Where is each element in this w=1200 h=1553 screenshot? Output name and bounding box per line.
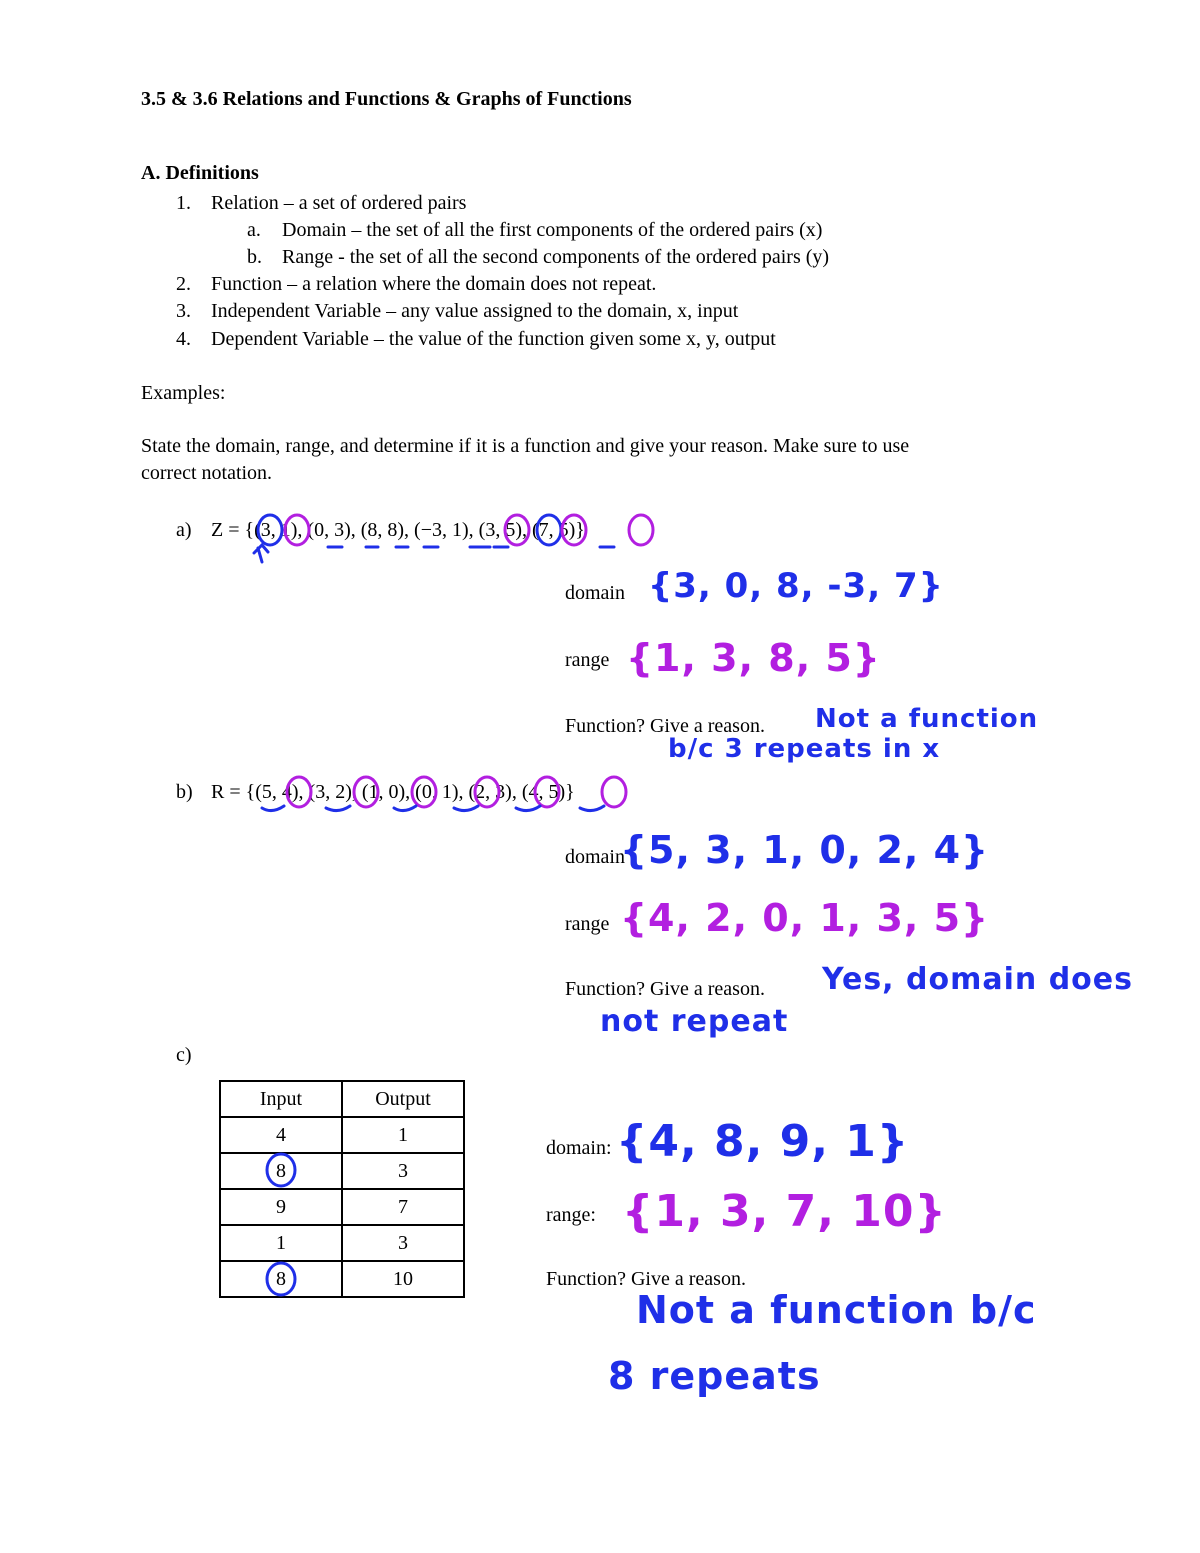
- circle-range-mark: [602, 777, 626, 807]
- problem-c-domain-answer: {4, 8, 9, 1}: [616, 1116, 910, 1167]
- table-cell-output: 10: [342, 1261, 464, 1297]
- table-row: [220, 1117, 464, 1153]
- problem-a-answer-line-1: Not a function: [815, 704, 1039, 734]
- table-header-input: Input: [220, 1081, 342, 1117]
- table-cell-input: 1: [220, 1225, 342, 1261]
- problem-c-answer-line-2: 8 repeats: [608, 1354, 821, 1398]
- table-cell-input: 8: [220, 1153, 342, 1189]
- problem-c-label: c): [176, 1044, 192, 1066]
- problem-b-answer-line-2: not repeat: [600, 1004, 789, 1039]
- problem-a-range-label: range: [565, 649, 610, 671]
- instructions-line-1: State the domain, range, and determine if it is a function and give your reason. Make sure to use: [141, 435, 910, 457]
- problem-a-label: a): [176, 519, 192, 541]
- problem-a-set: Z = {(3, 1), (0, 3), (8, 8), (−3, 1), (3, 5), (7, 5)}: [211, 519, 585, 541]
- def-text-4: Dependent Variable – the value of the function given some x, y, output: [211, 328, 776, 350]
- table-cell-output: 3: [342, 1153, 464, 1189]
- def-num-1b: b.: [247, 246, 262, 268]
- table-row: [220, 1189, 464, 1225]
- def-num-4: 4.: [176, 328, 191, 350]
- table-row: [220, 1153, 464, 1189]
- underline-marks: [262, 806, 604, 811]
- table-row: [220, 1225, 464, 1261]
- def-num-2: 2.: [176, 273, 191, 295]
- problem-c-function-label: Function? Give a reason.: [546, 1268, 746, 1290]
- problem-c-range-label: range:: [546, 1204, 596, 1226]
- table-cell-output: 1: [342, 1117, 464, 1153]
- table-cell-output: 7: [342, 1189, 464, 1225]
- table-cell-input: 4: [220, 1117, 342, 1153]
- problem-c-range-answer: {1, 3, 7, 10}: [622, 1186, 947, 1237]
- problem-a-domain-answer: {3, 0, 8, -3, 7}: [648, 566, 944, 606]
- def-text-2: Function – a relation where the domain does not repeat.: [211, 273, 657, 295]
- table-cell-output: 3: [342, 1225, 464, 1261]
- section-heading: A. Definitions: [141, 162, 259, 184]
- input-output-table: [219, 1080, 465, 1298]
- table-row: [220, 1261, 464, 1297]
- problem-b-range-label: range: [565, 913, 610, 935]
- problem-a-function-label: Function? Give a reason.: [565, 715, 765, 737]
- problem-a-range-answer: {1, 3, 8, 5}: [626, 636, 881, 680]
- problem-b-range-answer: {4, 2, 0, 1, 3, 5}: [620, 896, 990, 940]
- problem-b-function-label: Function? Give a reason.: [565, 978, 765, 1000]
- instructions-line-2: correct notation.: [141, 462, 273, 484]
- def-num-1: 1.: [176, 192, 191, 214]
- def-text-3: Independent Variable – any value assigned to the domain, x, input: [211, 300, 739, 322]
- circle-range-mark: [629, 515, 653, 545]
- page-title: 3.5 & 3.6 Relations and Functions & Graphs of Functions: [141, 88, 632, 110]
- def-text-1b: Range - the set of all the second components of the ordered pairs (y): [282, 246, 830, 268]
- table-cell-input: 9: [220, 1189, 342, 1225]
- problem-a-answer-line-2: b/c 3 repeats in x: [668, 734, 941, 764]
- problem-a-domain-label: domain: [565, 582, 625, 604]
- table-header-row: [220, 1081, 464, 1117]
- def-text-1: Relation – a set of ordered pairs: [211, 192, 467, 214]
- def-num-3: 3.: [176, 300, 191, 322]
- problem-b-answer-line-1: Yes, domain does: [822, 962, 1133, 997]
- problem-b-domain-label: domain: [565, 846, 625, 868]
- table-header-output: Output: [342, 1081, 464, 1117]
- arrow-mark: [254, 545, 268, 562]
- def-text-1a: Domain – the set of all the first components of the ordered pairs (x): [282, 219, 823, 241]
- def-num-1a: a.: [247, 219, 261, 241]
- problem-b-domain-answer: {5, 3, 1, 0, 2, 4}: [620, 828, 990, 872]
- table-cell-input: 8: [220, 1261, 342, 1297]
- examples-label: Examples:: [141, 382, 226, 404]
- problem-c-answer-line-1: Not a function b/c: [636, 1288, 1037, 1332]
- problem-b-label: b): [176, 781, 193, 803]
- problem-c-domain-label: domain:: [546, 1137, 612, 1159]
- problem-b-set: R = {(5, 4), (3, 2), (1, 0), (0, 1), (2, 3), (4, 5)}: [211, 781, 575, 803]
